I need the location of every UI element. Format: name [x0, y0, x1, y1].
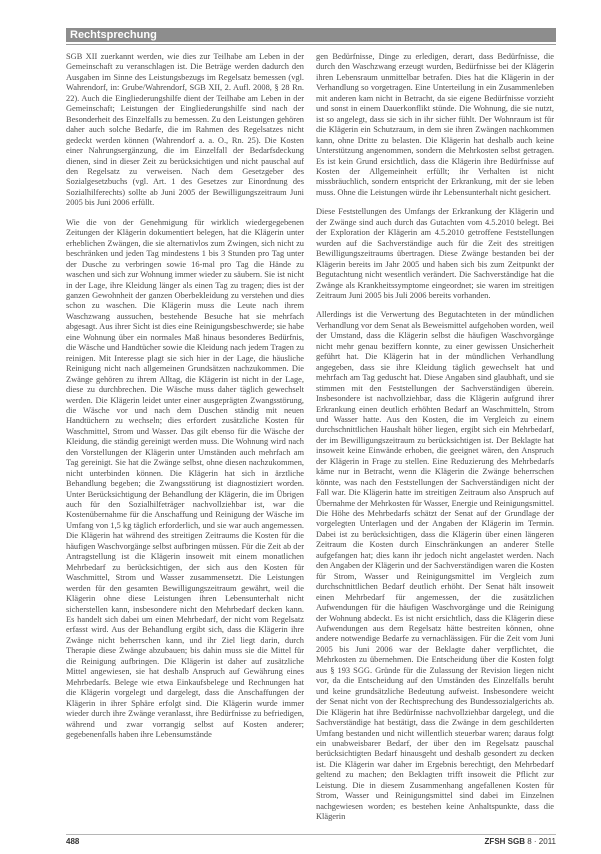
section-title: Rechtsprechung — [70, 29, 157, 41]
text-column-right — [316, 52, 554, 828]
header-rule — [66, 44, 556, 45]
footer-rule — [66, 834, 556, 835]
paragraph: gen Bedürfnisse, Dinge zu erledigen, derart, dass Bedürfnisse, die durch den Waschzwang erzeugt wurden, Bedürfnisse bei der Klägerin ihren Lebensraum unmittelbar betrafen. Dies hat die Klägerin in der Verhandlung so vorgetragen. Eine Unterteilung in ein Zusammenleben mit anderen kam nicht in Betracht, da sie eigene Bedürfnisse vorzieht und sonst in einem Dauerkonflikt stünde. Die Wohnung, die sie nutzt, ist so angelegt, dass sie sich in ihr sicher fühlt. Der Wohnraum ist für die Klägerin ein Schutzraum, in dem sie ihren Zwängen nachkommen kann, ohne Dritte zu belasten. Die Klägerin hat deshalb auch keine Unterstützung angenommen, sondern die Mehrkosten selbst getragen. Es ist kein Grund ersichtlich, dass die Klägerin ihre Bedürfnisse auf Kosten der Allgemeinheit erfüllt; ihr Verhalten ist nicht missbräuchlich, sondern entspricht der Erkrankung, mit der sie leben muss. Ohne die Leistungen würde ihr Lebensunterhalt nicht gesichert. — [316, 52, 554, 197]
paragraph: SGB XII zuerkannt werden, wie dies zur Teilhabe am Leben in der Gemeinschaft zu veranschlagen ist. Die Beträge werden dadurch den Ausgaben im Sinne des Leistungsbezugs im Regelsatz bemessen (vgl. Wahrendorf, in: Grube/Wahrendorf, SGB XII, 2. Aufl. 2008, § 28 Rn. 22). Auch die Eingliederungshilfe dient der Teilhabe am Leben in der Gemeinschaft; Leistungen der Eingliederungshilfe sind nach der Besonderheit des Einzelfalls zu bemessen. Zu den Leistungen gehören daher auch solche Bedarfe, die im Rahmen des Regelsatzes nicht gedeckt werden können (Wahrendorf a. a. O., Rn. 25). Die Kosten einer Nahrungsergänzung, die im Einzelfall der Bedarfsdeckung dienen, sind in dieser Zeit zu berücksichtigen und nicht pauschal auf den Regelsatz zu verweisen. Nach dem Gesetzgeber des Sozialgesetzbuchs (vgl. Art. 1 des Gesetzes zur Einordnung des Sozialhilferechts) sollte ab Juni 2005 der Bewilligungszeitraum Juni 2005 bis Juni 2006 erfüllt. — [66, 52, 304, 208]
journal-issue: 8 · 2011 — [527, 837, 556, 846]
paragraph: Allerdings ist die Verwertung des Begutachteten in der mündlichen Verhandlung vor dem Senat als Beweismittel aufgehoben worden, weil der Umstand, dass die Klägerin selbst die häufigen Waschvorgänge nicht mehr genau beziffern konnte, zu einer gewissen Unsicherheit geführt hat. Die Klägerin hat in der mündlichen Verhandlung angegeben, dass sie ihre Kleidung täglich gewechselt hat und mehrfach am Tag geduscht hat. Diese Angaben sind glaubhaft, und sie stimmen mit den Feststellungen der Sachverständigen überein. Insbesondere ist nachvollziehbar, dass die Klägerin aufgrund ihrer Erkrankung einen deutlich erhöhten Bedarf an Waschmitteln, Strom und Wasser hatte. Aus den Kosten, die im Vergleich zu einem durchschnittlichen Haushalt höher liegen, ergibt sich ein Mehrbedarf, der im Bewilligungszeitraum zu berücksichtigen ist. Der Beklagte hat insoweit keine Einwände erhoben, die geeignet wären, den Anspruch der Klägerin in Frage zu stellen. Eine Reduzierung des Mehrbedarfs käme nur in Betracht, wenn die Klägerin die Zwänge beherrschen könnte, was nach den Feststellungen der Sachverständigen nicht der Fall war. Die Klägerin hatte im streitigen Zeitraum also Anspruch auf Übernahme der Mehrkosten für Wasser, Energie und Reinigungsmittel. Die Höhe des Mehrbedarfs schätzt der Senat auf der Grundlage der vorgelegten Unterlagen und der Angaben der Klägerin im Termin. Dabei ist zu berücksichtigen, dass die Klägerin über einen längeren Zeitraum die Kosten durch Einschränkungen an anderer Stelle aufgefangen hat; dies kann ihr jedoch nicht angelastet werden. Nach den Angaben der Klägerin und der Sachverständigen waren die Kosten für Strom, Wasser und Reinigungsmittel im Vergleich zum durchschnittlichen Bedarf deutlich erhöht. Der Senat hält insoweit einen Mehrbedarf für angemessen, der die zusätzlichen Aufwendungen für die häufigen Waschvorgänge und die Reinigung der Wohnung abdeckt. Es ist nicht ersichtlich, dass die Klägerin diese Aufwendungen aus dem Regelsatz hätte bestreiten können, ohne andere notwendige Bedarfe zu vernachlässigen. Für die Zeit vom Juni 2005 bis Juni 2006 war der Beklagte daher verpflichtet, die Mehrkosten zu übernehmen. Die Entscheidung über die Kosten folgt aus § 193 SGG. Gründe für die Zulassung der Revision liegen nicht vor, da die Entscheidung auf den Umständen des Einzelfalls beruht und keine grundsätzliche Bedeutung aufweist. Insbesondere weicht der Senat nicht von der Rechtsprechung des Bundessozialgerichts ab. Die Klägerin hat ihre Bedürfnisse nachvollziehbar dargelegt, und die Sachverständige hat bestätigt, dass die Zwänge in dem geschilderten Umfang bestanden und nicht willentlich steuerbar waren; daraus folgt ein unabweisbarer Bedarf, der über den im Regelsatz pauschal berücksichtigten Bedarf hinausgeht und deshalb gesondert zu decken ist. Die Klägerin war daher im Ergebnis berechtigt, den Mehrbedarf geltend zu machen; den Beklagten trifft insoweit die Pflicht zur Leistung. Die in diesem Zusammenhang angefallenen Kosten für Strom, Wasser und Reinigungsmittel sind dabei im Einzelnen nachgewiesen worden; es bestehen keine Anhaltspunkte, dass die Klägerin — [316, 310, 554, 822]
page-number: 488 — [66, 837, 80, 846]
paragraph: Wie die von der Genehmigung für wirklich wiedergegebenen Zeitungen der Klägerin dokumentiert belegen, hat die Klägerin unter erheblichen Zwängen, die sie alternativlos zum Zwingen, sich nicht zu beschränken und jeden Tag mindestens 1 bis 3 Stunden pro Tag unter der Dusche zu verbringen sowie 16-mal pro Tag die Hände zu waschen und sich zur Wohnung immer wieder zu säubern. Sie ist nicht in der Lage, ihre Kleidung länger als einen Tag zu tragen; dies ist der ganzen Gewohnheit der ganzen Oberbekleidung zu verstehen und dies schon zu waschen. Die Klägerin muss die Leute nach ihrem Waschzwang aussuchen, bestehende Besuche hat sie mehrfach abgesagt. Aus ihrer Sicht ist dies eine Reinigungsbeschwerde; sie habe eine Wohnung über ein normales Maß hinaus besonderes Bedürfnis, die Wäsche und Handtücher sowie die Kleidung nach jedem Tragen zu reinigen. Mit Interesse plagt sie sich hier in der Lage, die häusliche Reinigung nicht nach allgemeinen Grundsätzen nachzukommen. Die Zwänge gehören zu ihrem Alltag, die Klägerin ist nicht in der Lage, diese zu durchbrechen. Die Wäsche muss daher täglich gewechselt werden. Die Klägerin leidet unter einer ausgeprägten Zwangsstörung, die Wäsche vor und nach dem Duschen ständig mit neuen Handtüchern zu wechseln; dies erfordert zusätzliche Kosten für Waschmittel, Strom und Wasser. Das gilt ebenso für die Wäsche der Kleidung, die ständig gereinigt werden muss. Die Wohnung wird nach den Vorstellungen der Klägerin unter Umständen auch mehrfach am Tag gereinigt. Sie hat die Zwänge selbst, ohne diesen nachzukommen, nicht unterbinden können. Die Klägerin hat sich in ärztliche Behandlung begeben; die Zwangsstörung ist diagnostiziert worden. Unter Berücksichtigung der Behandlung der Klägerin, die im Übrigen auch für den Sozialhilfeträger nachvollziehbar ist, war die Kostenübernahme für die Anschaffung und Reinigung der Wäsche im Umfang von 1,5 kg täglich erforderlich, und sie war auch angemessen. Die Klägerin hat während des streitigen Zeitraums die Kosten für die häufigen Waschvorgänge selbst aufbringen müssen. Für die Zeit ab der Antragstellung ist die Klägerin insoweit mit einem monatlichen Mehrbedarf zu berücksichtigen, der sich aus den Kosten für Waschmittel, Strom und Wasser zusammensetzt. Die Leistungen werden für den gesamten Bewilligungszeitraum gewährt, weil die Klägerin ohne diese Leistungen ihren Lebensunterhalt nicht sicherstellen kann, insbesondere nicht den Mehrbedarf decken kann. Es handelt sich dabei um einen Mehrbedarf, der nicht vom Regelsatz erfasst wird. Aus der Behandlung ergibt sich, dass die Klägerin ihre Zwänge nicht beherrschen kann, und ihr Ziel liegt darin, durch Therapie diese Zwänge abzubauen; bis dahin muss sie die Mittel für die Reinigung aufbringen. Die Klägerin ist daher auf zusätzliche Mittel angewiesen, sie hat deshalb Anspruch auf Gewährung eines Mehrbedarfs. Belege wie etwa Einkaufsbelege und Rechnungen hat die Klägerin vorgelegt und dargelegt, dass die Anschaffungen der Klägerin in ihrer Sphäre erfolgt sind. Die Klägerin wurde immer wieder durch ihre Zwänge veranlasst, ihre Bedürfnisse zu befriedigen, während und zwar vorrangig selbst auf Kosten anderer; gegebenenfalls haben ihre Lebensumstände — [66, 217, 304, 739]
journal-name: ZFSH SGB — [484, 837, 525, 846]
paragraph: Diese Feststellungen des Umfangs der Erkrankung der Klägerin und der Zwänge sind auch durch das Gutachten vom 4.5.2010 belegt. Bei der Exploration der Klägerin am 4.5.2010 getroffene Feststellungen wurden auf die Sachverständige auch für die Zeit des streitigen Bewilligungszeitraums übertragen. Diese Zwänge bestanden bei der Klägerin bereits im Jahr 2005 und haben sich bis zum Zeitpunkt der Begutachtung nicht wesentlich verändert. Die Sachverständige hat die Zwänge als Krankheitssymptome eingeordnet; sie waren im streitigen Zeitraum Juni 2005 bis Juli 2006 bereits vorhanden. — [316, 207, 554, 300]
text-column-left — [66, 52, 304, 828]
journal-reference — [485, 837, 556, 846]
